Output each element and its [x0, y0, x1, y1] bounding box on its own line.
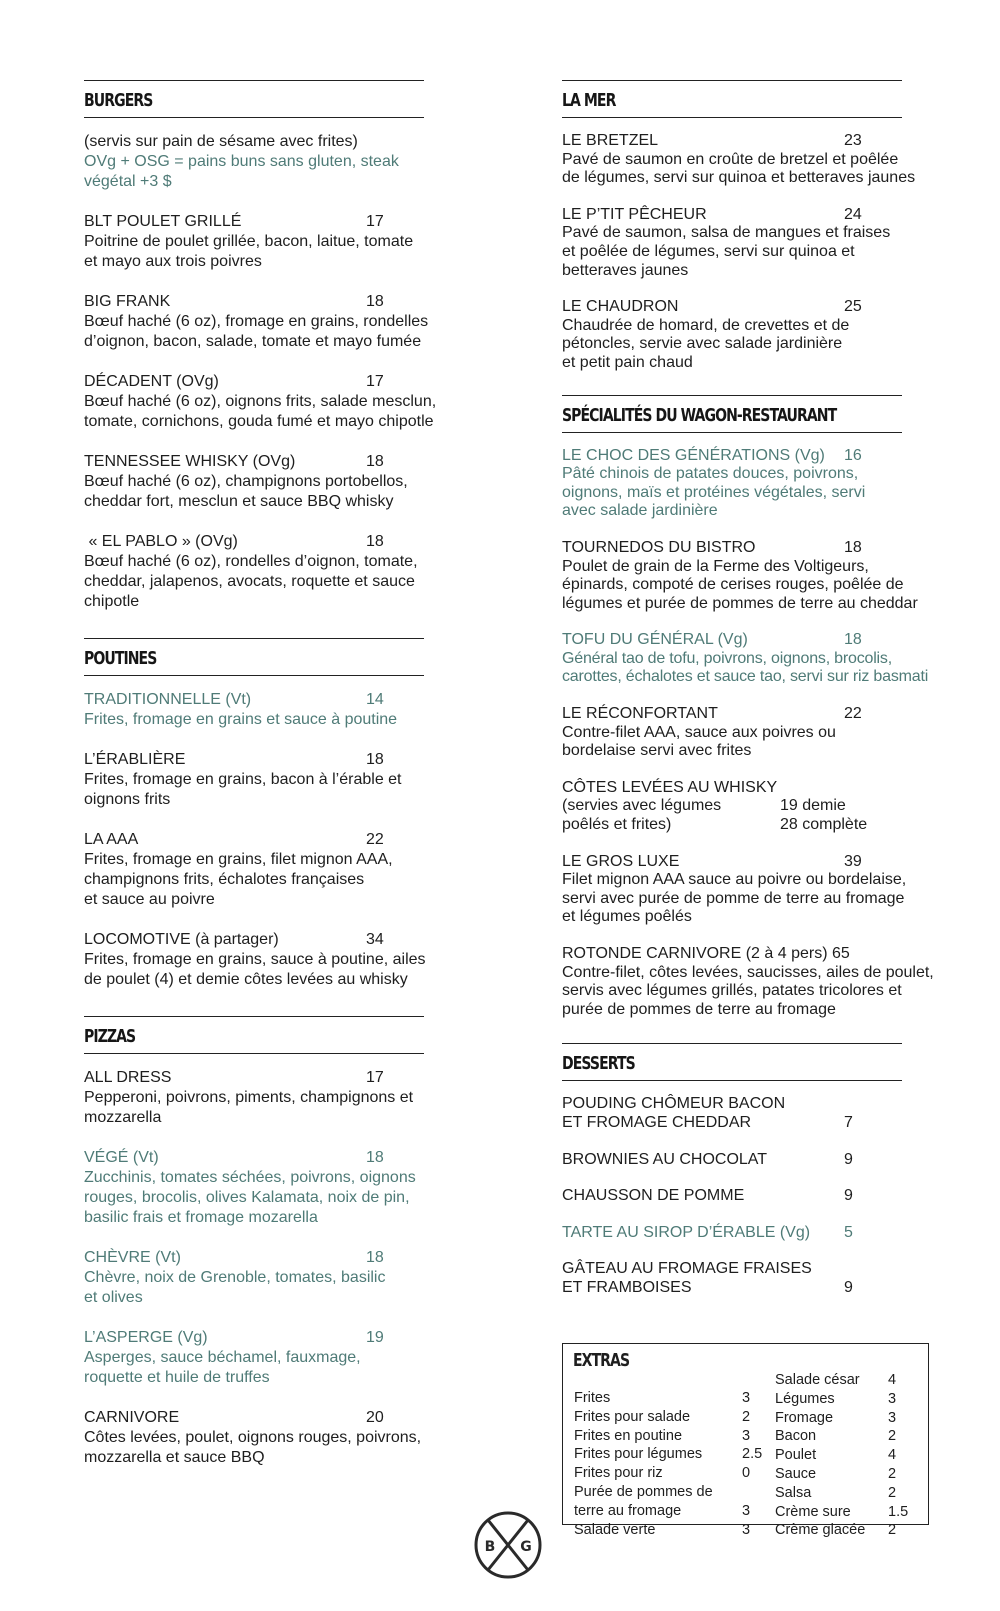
item-description: Contre-filet, côtes levées, saucisses, ailes de poulet, servis avec légumes grillés, patates tricolores et purée de pommes de terre au fromage [562, 963, 934, 1018]
item-description: Bœuf haché (6 oz), rondelles d’oignon, tomate, cheddar, jalapenos, avocats, roquette et sauce chipotle [84, 553, 418, 610]
item-name: GÂTEAU AU FROMAGE FRAISES ET FRAMBOISES [562, 1260, 812, 1296]
item-name: BLT POULET GRILLÉ [84, 213, 242, 230]
item-description: Frites, fromage en grains, sauce à poutine, ailes de poulet (4) et demie côtes levées au whisky [84, 951, 426, 988]
menu-item [84, 750, 464, 810]
extra-price: 2 [888, 1522, 897, 1539]
extra-name: Bacon [775, 1428, 817, 1445]
item-description: Général tao de tofu, poivrons, oignons, brocolis, carottes, échalotes et sauce tao, servi sur riz basmati [562, 649, 929, 686]
extras-left-list [574, 1389, 763, 1539]
item-name: CÔTES LEVÉES AU WHISKY [562, 778, 778, 796]
menu-item [84, 1068, 464, 1128]
item-price: 18 [366, 453, 384, 470]
extra-name: Salade verte [574, 1521, 656, 1538]
extra-name: Frites pour riz [574, 1465, 663, 1482]
item-description: Chaudrée de homard, de crevettes et de pétoncles, servie avec salade jardinière et petit pain chaud [562, 316, 850, 371]
extra-price: 4 [888, 1372, 897, 1388]
extra-item [574, 1445, 763, 1464]
extra-price: 1.5 [888, 1503, 909, 1520]
menu-item [84, 930, 464, 990]
specialites-title: SPÉCIALITÉS DU WAGON-RESTAURANT [562, 404, 837, 426]
item-name: LE GROS LUXE [562, 852, 680, 870]
la-mer-title: LA MER [562, 90, 616, 111]
extra-price: 3 [742, 1502, 751, 1519]
extra-name: Frites pour légumes [574, 1446, 703, 1463]
menu-item [84, 452, 464, 512]
item-name: L’ASPERGE (Vg) [84, 1329, 208, 1346]
extra-price: 3 [888, 1409, 897, 1426]
extra-price: 3 [742, 1390, 751, 1406]
extra-price: 3 [742, 1521, 751, 1538]
burgers-title: BURGERS [84, 90, 153, 111]
item-name: TRADITIONNELLE (Vt) [84, 691, 252, 708]
item-name: LE RÉCONFORTANT [562, 705, 718, 723]
burgers-note [84, 132, 464, 192]
item-description: Poulet de grain de la Ferme des Voltigeurs, épinards, compoté de cerises rouges, poêlée de légumes et purée de pommes de terre au cheddar [562, 557, 918, 612]
dessert-item [562, 1260, 942, 1297]
menu-item [562, 631, 942, 687]
menu-item [84, 292, 464, 352]
item-price: 9 [844, 1278, 853, 1296]
extra-name: Salsa [775, 1484, 812, 1501]
item-description: Pâté chinois de patates douces, poivrons, oignons, maïs et protéines végétales, servi avec salade jardinière [562, 465, 866, 520]
menu-item [84, 1248, 464, 1308]
item-description: Frites, fromage en grains, bacon à l’érable et oignons frits [84, 771, 402, 808]
extra-name: Purée de pommes de [574, 1483, 713, 1500]
item-name: CARNIVORE [84, 1409, 180, 1426]
menu-item [84, 690, 464, 730]
item-description: Pavé de saumon en croûte de bretzel et poêlée de légumes, servi sur quinoa et betteraves jaunes [562, 150, 916, 187]
extra-name: Frites en poutine [574, 1427, 683, 1444]
item-price-full: 28 complète [780, 816, 868, 834]
item-price: 18 [366, 1149, 384, 1166]
item-price: 18 [366, 1249, 384, 1266]
item-name: TARTE AU SIROP D’ÉRABLE (Vg) [562, 1223, 811, 1241]
extra-item [775, 1371, 925, 1390]
menu-item [562, 206, 942, 280]
burgers-header [84, 80, 424, 118]
logo-letter-left: B [484, 1539, 496, 1555]
extra-item [775, 1521, 925, 1540]
extra-name: Crème glacée [775, 1522, 866, 1539]
extras-box [562, 1343, 929, 1539]
extras-title: EXTRAS [573, 1350, 630, 1371]
item-price: 18 [366, 293, 384, 310]
extra-name: Sauce [775, 1465, 817, 1482]
item-name: POUDING CHÔMEUR BACON ET FROMAGE CHEDDAR [562, 1095, 786, 1131]
item-name: BROWNIES AU CHOCOLAT [562, 1150, 768, 1168]
specialites-header [562, 395, 902, 433]
item-description: (servies avec légumes poêlés et frites) [562, 797, 722, 834]
item-name: DÉCADENT (OVg) [84, 373, 219, 390]
item-name: LE CHAUDRON [562, 298, 679, 316]
extra-item [574, 1389, 754, 1408]
pizzas-header [84, 1016, 424, 1054]
item-description: Bœuf haché (6 oz), fromage en grains, rondelles d’oignon, bacon, salade, tomate et mayo fumée [84, 313, 429, 350]
menu-item [562, 945, 942, 1019]
item-name: TOURNEDOS DU BISTRO [562, 538, 756, 556]
item-description: Côtes levées, poulet, oignons rouges, poivrons, mozzarella et sauce BBQ [84, 1429, 422, 1466]
extra-name: Salade césar [775, 1372, 860, 1388]
item-name: TOFU DU GÉNÉRAL (Vg) [562, 631, 748, 649]
extra-item [775, 1427, 925, 1446]
desserts-header [562, 1043, 902, 1081]
extra-item [574, 1408, 754, 1427]
item-description: Frites, fromage en grains et sauce à poutine [84, 711, 398, 728]
menu-item [84, 372, 464, 432]
item-name: LE P’TIT PÊCHEUR [562, 205, 707, 223]
extra-item [574, 1464, 754, 1483]
dessert-item [562, 1095, 942, 1132]
item-name: BIG FRANK [84, 293, 171, 310]
item-price: 17 [366, 213, 384, 230]
extra-price: 3 [888, 1390, 897, 1407]
extra-item [775, 1409, 925, 1428]
extras-right-list [775, 1371, 925, 1540]
item-price: 16 [844, 446, 862, 464]
extra-price: 2 [888, 1465, 897, 1482]
menu-item [562, 447, 942, 521]
extra-price: 4 [888, 1447, 897, 1464]
item-price: 18 [844, 538, 862, 556]
menu-item [562, 298, 942, 372]
extra-name: Frites [574, 1390, 611, 1406]
item-description: Contre-filet AAA, sauce aux poivres ou bordelaise servi avec frites [562, 723, 836, 760]
item-description: Poitrine de poulet grillée, bacon, laitue, tomate et mayo aux trois poivres [84, 233, 414, 270]
extra-item [574, 1427, 754, 1446]
item-description: Chèvre, noix de Grenoble, tomates, basilic et olives [84, 1269, 386, 1306]
menu-item [562, 853, 942, 927]
item-price: 65 [832, 945, 850, 962]
extra-name: Frites pour salade [574, 1408, 691, 1425]
extra-item [775, 1446, 925, 1465]
extra-item [775, 1503, 925, 1522]
left-column [84, 80, 464, 1488]
item-name: LE CHOC DES GÉNÉRATIONS (Vg) [562, 446, 825, 464]
right-column [562, 80, 942, 1316]
item-name: LA AAA [84, 831, 139, 848]
extra-name: terre au fromage [574, 1502, 682, 1519]
menu-item [84, 532, 464, 612]
dessert-item [562, 1224, 942, 1243]
item-price-half: 19 demie [780, 797, 846, 815]
item-price: 20 [366, 1409, 384, 1426]
item-price: 22 [844, 705, 862, 723]
item-description: Bœuf haché (6 oz), champignons portobellos, cheddar fort, mesclun et sauce BBQ whisky [84, 473, 408, 510]
extra-name: Légumes [775, 1390, 835, 1407]
item-name: CHÈVRE (Vt) [84, 1249, 181, 1266]
menu-item [562, 779, 942, 835]
dessert-item [562, 1151, 942, 1170]
item-price: 25 [844, 298, 862, 316]
item-price: 24 [844, 205, 862, 223]
item-description: Frites, fromage en grains, filet mignon AAA, champignons frits, échalotes françaises et sauce au poivre [84, 851, 393, 908]
item-description: Pepperoni, poivrons, piments, champignons et mozzarella [84, 1089, 414, 1126]
item-name: LE BRETZEL [562, 132, 659, 149]
poutines-title: POUTINES [84, 648, 157, 669]
extra-price: 3 [742, 1427, 751, 1444]
menu-item [84, 1408, 464, 1468]
item-name: VÉGÉ (Vt) [84, 1149, 159, 1166]
item-name: CHAUSSON DE POMME [562, 1187, 745, 1205]
item-price: 17 [366, 373, 384, 390]
item-name: LOCOMOTIVE (à partager) [84, 931, 279, 948]
extra-price: 2 [888, 1484, 897, 1501]
extra-name: Poulet [775, 1447, 817, 1464]
item-price: 9 [844, 1150, 853, 1168]
pizzas-title: PIZZAS [84, 1026, 136, 1047]
extra-name: Crème sure [775, 1503, 851, 1520]
extra-price: 0 [742, 1465, 751, 1482]
item-name: ALL DRESS [84, 1069, 172, 1086]
menu-item [84, 830, 464, 910]
item-price: 23 [844, 132, 862, 149]
logo-letter-right: G [520, 1539, 532, 1555]
extra-item [574, 1483, 754, 1502]
item-description: Bœuf haché (6 oz), oignons frits, salade mesclun, tomate, cornichons, gouda fumé et mayo chipotle [84, 393, 437, 430]
item-price: 7 [844, 1113, 853, 1131]
la-mer-header [562, 80, 902, 118]
item-price: 17 [366, 1069, 384, 1086]
item-description: Asperges, sauce béchamel, fauxmage, roquette et huile de truffes [84, 1349, 361, 1386]
item-price: 39 [844, 852, 862, 870]
extra-item [574, 1502, 754, 1521]
extra-price: 2.5 [742, 1446, 763, 1463]
item-description: Pavé de saumon, salsa de mangues et fraises et poêlée de légumes, servi sur quinoa et betteraves jaunes [562, 224, 891, 279]
poutines-header [84, 638, 424, 676]
burgers-note-text: (servis sur pain de sésame avec frites) [84, 133, 358, 150]
menu-item [562, 705, 942, 761]
item-name: L’ÉRABLIÈRE [84, 751, 186, 768]
item-name: « EL PABLO » (OVg) [84, 533, 238, 550]
item-price: 22 [366, 831, 384, 848]
item-price: 18 [366, 751, 384, 768]
extra-name: Fromage [775, 1409, 834, 1426]
bg-logo-icon [473, 1510, 543, 1580]
item-price: 14 [366, 691, 384, 708]
menu-item [562, 539, 942, 613]
extra-price: 2 [742, 1408, 751, 1425]
menu-item [562, 132, 942, 188]
extra-price: 2 [888, 1428, 897, 1445]
item-name: ROTONDE CARNIVORE (2 à 4 pers) [562, 945, 828, 962]
menu-item [84, 1328, 464, 1388]
item-price: 9 [844, 1187, 853, 1205]
burgers-note-green: OVg + OSG = pains buns sans gluten, steak végétal +3 $ [84, 153, 399, 190]
item-description: Filet mignon AAA sauce au poivre ou bordelaise, servi avec purée de pomme de terre au fromage et légumes poêlés [562, 871, 907, 926]
item-price: 19 [366, 1329, 384, 1346]
item-name: TENNESSEE WHISKY (OVg) [84, 453, 296, 470]
extra-item [574, 1521, 754, 1540]
item-price: 5 [844, 1223, 853, 1241]
item-price: 18 [844, 631, 862, 649]
dessert-item [562, 1187, 942, 1206]
desserts-title: DESSERTS [562, 1053, 635, 1075]
extra-item [775, 1390, 925, 1409]
item-description: Zucchinis, tomates séchées, poivrons, oignons rouges, brocolis, olives Kalamata, noix de pin, basilic frais et fromage mozarella [84, 1169, 416, 1226]
item-price: 34 [366, 931, 384, 948]
extra-item [775, 1484, 925, 1503]
item-price: 18 [366, 533, 384, 550]
menu-item [84, 212, 464, 272]
extra-item [775, 1465, 925, 1484]
menu-item [84, 1148, 464, 1228]
